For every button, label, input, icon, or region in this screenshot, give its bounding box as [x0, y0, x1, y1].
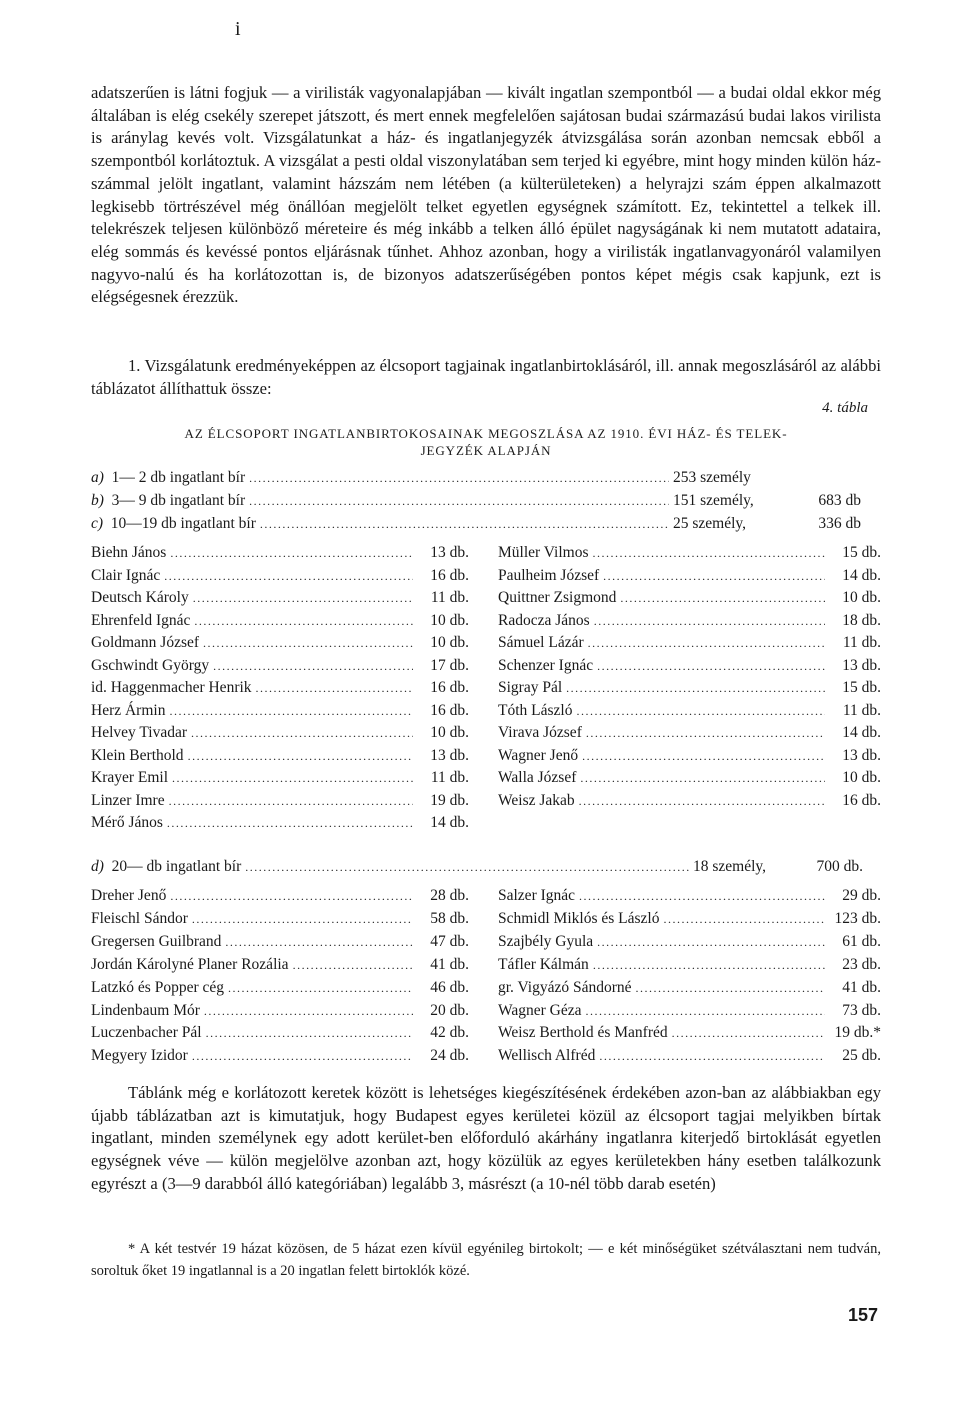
- property-count: 14 db.: [842, 566, 881, 584]
- paragraph-table-intro: [91, 355, 881, 400]
- table-row: [91, 587, 469, 609]
- property-count: 14 db.: [842, 724, 881, 741]
- owner-name: Szajbély Gyula: [498, 932, 594, 950]
- leader-dots: [203, 632, 413, 654]
- table-row: [91, 542, 469, 564]
- owner-name: Dreher Jenő: [91, 887, 167, 904]
- table-row: [91, 677, 469, 699]
- owner-name: Paulheim József: [498, 566, 600, 584]
- table-row: [91, 632, 469, 654]
- leader-dots: [188, 745, 413, 767]
- leader-dots: [593, 954, 825, 976]
- leader-dots: [225, 931, 413, 953]
- owner-name: Wagner Jenő: [498, 746, 579, 764]
- leader-dots: [194, 610, 413, 632]
- leader-dots: [636, 977, 825, 999]
- category-persons: 25 személy,: [673, 515, 747, 532]
- property-count: 10 db.: [430, 634, 469, 651]
- category-key: c): [91, 515, 104, 532]
- leader-dots: [228, 977, 413, 999]
- leader-dots: [192, 1045, 413, 1067]
- table-row: [91, 790, 469, 812]
- table-row: [91, 722, 469, 744]
- paragraph-closing-text: Táblánk még e korlátozott keretek között is lehetséges kiegészítésének érdekében azon-ban az alábbiakban egy újabb táblázatban azt is kimutatjuk, hogy Budapest egyes kerületei közül az élcsoport tagjai melyikben bírtak ingatlant, minden személynek egy adott kerület-ben előforduló akárhány ingatlanra kiterjedő birtoklását egyetlen egységnek véve — külön megjelölve azonban azt, hogy közülük az egyes kerületekben hány esetben találkozunk egyrészt a (3—9 darabból álló kategóriában) legalább 3, másrészt (a 10-nél több darab esetén): [91, 1083, 881, 1193]
- property-count: 25 db.: [842, 1047, 881, 1065]
- leader-dots: [167, 812, 413, 834]
- paragraph-closing: [91, 1082, 881, 1196]
- property-count: 13 db.: [430, 544, 469, 561]
- property-count: 17 db.: [430, 656, 469, 674]
- category-total: 683 db: [818, 492, 861, 509]
- leader-dots: [164, 565, 413, 587]
- category-key: a): [91, 469, 104, 486]
- paragraph-intro: adatszerűen is látni fogjuk — a virilisták vagyonalapjában — kivált ingatlan szempontból — a budai oldal ekkor még általában is elég csekély szerepet játszott, és mert ennek megfelelően sajátosan budai származású budai lakos virilista is aránylag kevés volt. Vizsgálatunkat a ház- és ingatlanjegyzék átvizsgálása során azonban nemcsak ebből a szempontból korlátoztuk. A vizsgálat a pesti oldal viszonylatában sem terjed ki egyébre, mint hogy minden külön ház-számmal jelölt ingatlant, valamint házszám nem létében (a külterületeken) a helyrajzi szám éppen alkalmazott legkisebb törtrészével még önállóan megjelölt telket egyetlen egységnek számított. Ez, tekintettel a telkek ill. telekrészek teljesen különböző méreteire és még inkább a telken álló épület nagyságának ki nem mutatott adataira, elég sommás és kevéssé pontos eljárásnak tűnhet. Ahhoz azonban, hogy a virilisták ingatlanvagyonáról valamilyen nagyvo-nalú és ha korlátozottan is, de bizonyos adatszerűségében pontos képet mégis csak kapjunk, ezt is elégségesnek érezzük.: [91, 83, 881, 307]
- leader-dots: [582, 745, 825, 767]
- owner-name: Weisz Jakab: [498, 791, 575, 809]
- table-row: [498, 542, 881, 564]
- leader-dots: [586, 1000, 825, 1022]
- leader-dots: [594, 610, 825, 632]
- property-count: 16 db.: [430, 679, 469, 696]
- table-row: [91, 931, 469, 953]
- leader-dots: [293, 954, 413, 976]
- property-count: 10 db.: [842, 769, 881, 786]
- leader-dots: [249, 467, 669, 489]
- table-row: [91, 565, 469, 587]
- owner-name: Weisz Berthold és Manfréd: [498, 1024, 668, 1042]
- leader-dots: [597, 931, 825, 953]
- leader-dots: [672, 1022, 825, 1044]
- property-count: 14 db.: [430, 814, 469, 831]
- table-title-line-1: AZ ÉLCSOPORT INGATLANBIRTOKOSAINAK MEGOSZLÁSA AZ 1910. ÉVI HÁZ- ÉS TELEK-: [184, 426, 788, 441]
- table-row: [91, 908, 469, 930]
- category-label: 1— 2 db ingatlant bír: [111, 469, 246, 486]
- table-row: [91, 655, 469, 677]
- owner-name: Gschwindt György: [91, 656, 210, 674]
- owner-name: gr. Vigyázó Sándorné: [498, 978, 632, 996]
- property-count: 11 db.: [430, 589, 469, 606]
- property-count: 41 db.: [430, 955, 469, 973]
- table-row: [91, 1000, 469, 1022]
- owner-name: Radocza János: [498, 611, 590, 629]
- table-row: [91, 1045, 469, 1067]
- owner-name: Biehn János: [91, 544, 167, 561]
- category-persons: 18 személy,: [693, 858, 767, 875]
- table-row: [91, 700, 469, 722]
- owner-name: Latzkó és Popper cég: [91, 978, 224, 996]
- property-count: 47 db.: [430, 932, 469, 950]
- owner-name: Schenzer Ignác: [498, 656, 594, 674]
- category-row-d: [91, 856, 863, 878]
- property-count: 20 db.: [430, 1001, 469, 1019]
- table-row: [498, 954, 881, 976]
- category-total: 336 db: [818, 515, 861, 532]
- owner-name: Jordán Károlyné Planer Rozália: [91, 955, 289, 973]
- table-title-line-2: JEGYZÉK ALAPJÁN: [420, 443, 552, 458]
- owner-name: Krayer Emil: [91, 769, 169, 786]
- table-row: [91, 767, 469, 789]
- leader-dots: [579, 790, 825, 812]
- table-row: [498, 587, 881, 609]
- leader-dots: [260, 513, 669, 535]
- property-count: 73 db.: [842, 1001, 881, 1019]
- leader-dots: [245, 856, 689, 878]
- owner-name: Schmidl Miklós és László: [498, 909, 660, 927]
- category-total: 700 db.: [816, 858, 863, 875]
- category-key: b): [91, 492, 104, 509]
- owner-name: Helvey Tivadar: [91, 724, 188, 741]
- table-row: [498, 745, 881, 767]
- leader-dots: [599, 1045, 825, 1067]
- leader-dots: [593, 542, 826, 564]
- leader-dots: [169, 790, 413, 812]
- owner-name: Tóth László: [498, 701, 573, 719]
- property-count: 24 db.: [430, 1047, 469, 1065]
- property-count: 41 db.: [842, 978, 881, 996]
- category-label: 10—19 db ingatlant bír: [110, 515, 256, 532]
- property-count: 15 db.: [842, 544, 881, 561]
- leader-dots: [576, 700, 825, 722]
- table-row: [498, 977, 881, 999]
- owner-name: Quittner Zsigmond: [498, 589, 617, 606]
- property-count: 28 db.: [430, 887, 469, 904]
- owner-name: Fleischl Sándor: [91, 909, 188, 927]
- property-count: 11 db.: [430, 769, 469, 786]
- table-row: [91, 745, 469, 767]
- property-count: 18 db.: [842, 611, 881, 629]
- leader-dots: [191, 722, 413, 744]
- category-row-a: [91, 467, 769, 489]
- property-count: 13 db.: [430, 746, 469, 764]
- table-row: [498, 1045, 881, 1067]
- table-row: [91, 1022, 469, 1044]
- owner-name: Táfler Kálmán: [498, 955, 589, 973]
- table-row: [498, 885, 881, 907]
- table-row: [91, 610, 469, 632]
- footnote-text: * A két testvér 19 házat közösen, de 5 házat ezen kívül egyénileg birtokolt; — e két minőségüket szétválasztani nem tudván, soroltuk őket 19 ingatlannal is a 20 ingatlan felett birtoklók közé.: [91, 1241, 881, 1279]
- owner-name: Sámuel Lázár: [498, 634, 584, 651]
- paragraph-table-intro-text: 1. Vizsgálatunk eredményeképpen az élcsoport tagjainak ingatlanbirtoklásáról, ill. annak megoszlásáról az alábbi táblázatot állíthattuk össze:: [91, 356, 881, 398]
- category-persons: 151 személy,: [673, 492, 754, 509]
- owner-name: id. Haggenmacher Henrik: [91, 679, 252, 696]
- property-count: 123 db.: [834, 909, 881, 927]
- owner-name: Ehrenfeld Ignác: [91, 611, 191, 629]
- property-count: 10 db.: [430, 724, 469, 741]
- table-row: [498, 931, 881, 953]
- table-row: [498, 767, 881, 789]
- owner-name: Goldmann József: [91, 634, 200, 651]
- leader-dots: [170, 542, 413, 564]
- property-count: 16 db.: [430, 566, 469, 584]
- owner-name: Gregersen Guilbrand: [91, 932, 222, 950]
- property-count: 16 db.: [430, 701, 469, 719]
- table-row: [498, 1022, 881, 1044]
- table-row: [91, 812, 469, 834]
- table-row: [498, 908, 881, 930]
- leader-dots: [603, 565, 825, 587]
- property-count: 13 db.: [842, 656, 881, 674]
- leader-dots: [663, 908, 825, 930]
- leader-dots: [193, 587, 413, 609]
- footnote: [91, 1238, 881, 1282]
- category-label: 20— db ingatlant bír: [111, 858, 242, 875]
- table-row: [498, 610, 881, 632]
- category-key: d): [91, 858, 104, 875]
- category-row-c: [91, 513, 861, 535]
- leader-dots: [169, 700, 413, 722]
- table-number: 4. tábla: [822, 400, 868, 416]
- table-row: [498, 632, 881, 654]
- owner-name: Wellisch Alfréd: [498, 1047, 596, 1065]
- owner-name: Luczenbacher Pál: [91, 1024, 202, 1042]
- owner-name: Herz Ármin: [91, 701, 166, 719]
- owner-name: Salzer Ignác: [498, 887, 576, 904]
- leader-dots: [597, 655, 825, 677]
- property-count: 11 db.: [842, 701, 881, 719]
- leader-dots: [586, 722, 825, 744]
- property-count: 42 db.: [430, 1024, 469, 1042]
- category-row-b: [91, 490, 861, 512]
- owner-name: Lindenbaum Mór: [91, 1001, 200, 1019]
- property-count: 10 db.: [842, 589, 881, 606]
- page-number: 157: [847, 1305, 878, 1325]
- table-row: [498, 722, 881, 744]
- property-count: 19 db.: [430, 791, 469, 809]
- property-count: 46 db.: [430, 978, 469, 996]
- property-count: 13 db.: [842, 746, 881, 764]
- property-count: 61 db.: [842, 932, 881, 950]
- leader-dots: [192, 908, 413, 930]
- owner-name: Sigray Pál: [498, 679, 563, 696]
- leader-dots: [256, 677, 413, 699]
- leader-dots: [566, 677, 825, 699]
- table-row: [91, 885, 469, 907]
- owner-name: Linzer Imre: [91, 791, 165, 809]
- table-row: [91, 977, 469, 999]
- leader-dots: [170, 885, 413, 907]
- property-count: 16 db.: [842, 791, 881, 809]
- category-label: 3— 9 db ingatlant bír: [111, 492, 246, 509]
- leader-dots: [206, 1022, 413, 1044]
- property-count: 23 db.: [842, 955, 881, 973]
- owner-name: Klein Berthold: [91, 746, 184, 764]
- property-count: 11 db.: [842, 634, 881, 651]
- property-count: 10 db.: [430, 611, 469, 629]
- property-count: 29 db.: [842, 887, 881, 904]
- leader-dots: [580, 767, 825, 789]
- owner-name: Megyery Izidor: [91, 1047, 188, 1065]
- property-count: 19 db.*: [834, 1024, 881, 1042]
- table-row: [91, 954, 469, 976]
- table-row: [498, 700, 881, 722]
- table-row: [498, 655, 881, 677]
- leader-dots: [620, 587, 825, 609]
- leader-dots: [579, 885, 825, 907]
- category-persons: 253 személy: [673, 469, 751, 486]
- owner-name: Virava József: [498, 724, 582, 741]
- table-row: [498, 790, 881, 812]
- property-count: 58 db.: [430, 909, 469, 927]
- owner-name: Wagner Géza: [498, 1001, 582, 1019]
- table-row: [498, 677, 881, 699]
- leader-dots: [588, 632, 825, 654]
- owner-name: Walla József: [498, 769, 577, 786]
- owner-name: Clair Ignác: [91, 566, 161, 584]
- leader-dots: [172, 767, 413, 789]
- leader-dots: [204, 1000, 413, 1022]
- owner-name: Deutsch Károly: [91, 589, 189, 606]
- table-row: [498, 1000, 881, 1022]
- top-mark: i: [235, 18, 241, 40]
- leader-dots: [213, 655, 413, 677]
- leader-dots: [249, 490, 669, 512]
- table-row: [498, 565, 881, 587]
- owner-name: Müller Vilmos: [498, 544, 589, 561]
- owner-name: Mérő János: [91, 814, 163, 831]
- property-count: 15 db.: [842, 679, 881, 696]
- table-title: [91, 425, 881, 459]
